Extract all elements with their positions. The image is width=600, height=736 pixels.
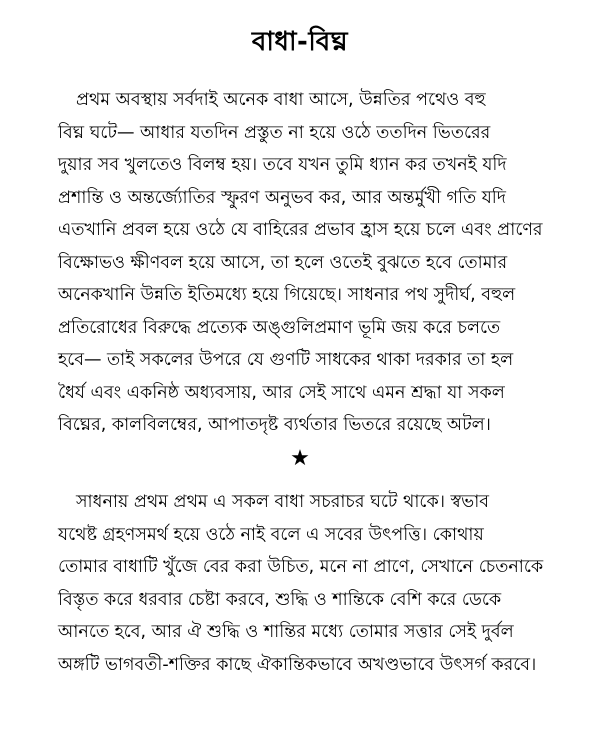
text-line: অঙ্গটি ভাগবতী-শক্তির কাছে ঐকান্তিকভাবে অখণ্ডভাবে উৎসর্গ করবে। <box>58 654 537 675</box>
text-line: সাধনায় প্রথম প্রথম এ সকল বাধা সচরাচর ঘটে থাকে। স্বভাব <box>76 492 490 512</box>
text-line: প্রতিরোধের বিরুদ্ধে প্রত্যেক অঙ্গুলিপ্রমাণ ভূমি জয় করে চলতে <box>58 317 501 338</box>
text-line: বিঘ্ন ঘটে— আধার যতদিন প্রস্তুত না হয়ে ওঠে ততদিন ভিতরের <box>58 122 491 143</box>
text-line: আনতে হবে, আর ঐ শুদ্ধি ও শান্তির মধ্যে তোমার সত্তার সেই দুর্বল <box>58 622 514 642</box>
text-line: বিক্ষোভও ক্ষীণবল হয়ে আসে, তা হলে ওতেই বুঝতে হবে তোমার <box>58 252 508 273</box>
text-line: যথেষ্ট গ্রহণসমর্থ হয়ে ওঠে নাই বলে এ সবের উৎপত্তি। কোথায় <box>58 524 484 545</box>
text-line: বিঘ্নের, কালবিলম্বের, আপাতদৃষ্ট ব্যর্থতার ভিতরে রয়েছে অটল। <box>58 415 491 435</box>
paragraph-1 <box>58 84 570 442</box>
page-title: বাধা-বিঘ্ন <box>251 27 349 57</box>
text-line: ধৈর্য এবং একনিষ্ঠ অধ্যবসায়, আর সেই সাথে এমন শ্রদ্ধা যা সকল <box>58 382 505 403</box>
text-line: এতখানি প্রবল হয়ে ওঠে যে বাহিরের প্রভাব হ্রাস হয়ে চলে এবং প্রাণের <box>58 220 543 240</box>
text-line: প্রথম অবস্থায় সর্বদাই অনেক বাধা আসে, উন্নতির পথেও বহু <box>76 90 486 110</box>
paragraph-2 <box>58 486 570 681</box>
text-line: হবে— তাই সকলের উপরে যে গুণটি সাধকের থাকা দরকার তা হল <box>58 350 514 370</box>
star-separator-icon: ★ <box>290 446 310 471</box>
text-line: প্রশান্তি ও অন্তর্জ্যোতির স্ফুরণ অনুভব কর, আর অন্তর্মুখী গতি যদি <box>58 187 506 208</box>
text-line: দুয়ার সব খুলতেও বিলম্ব হয়। তবে যখন তুমি ধ্যান কর তখনই যদি <box>58 155 507 175</box>
text-line: অনেকখানি উন্নতি ইতিমধ্যে হয়ে গিয়েছে। সাধনার পথ সুদীর্ঘ, বহুল <box>58 285 516 305</box>
text-line: বিস্তৃত করে ধরবার চেষ্টা করবে, শুদ্ধি ও শান্তিকে বেশি করে ডেকে <box>58 589 502 610</box>
text-line: তোমার বাধাটি খুঁজে বের করা উচিত, মনে না প্রাণে, সেখানে চেতনাকে <box>58 557 544 577</box>
